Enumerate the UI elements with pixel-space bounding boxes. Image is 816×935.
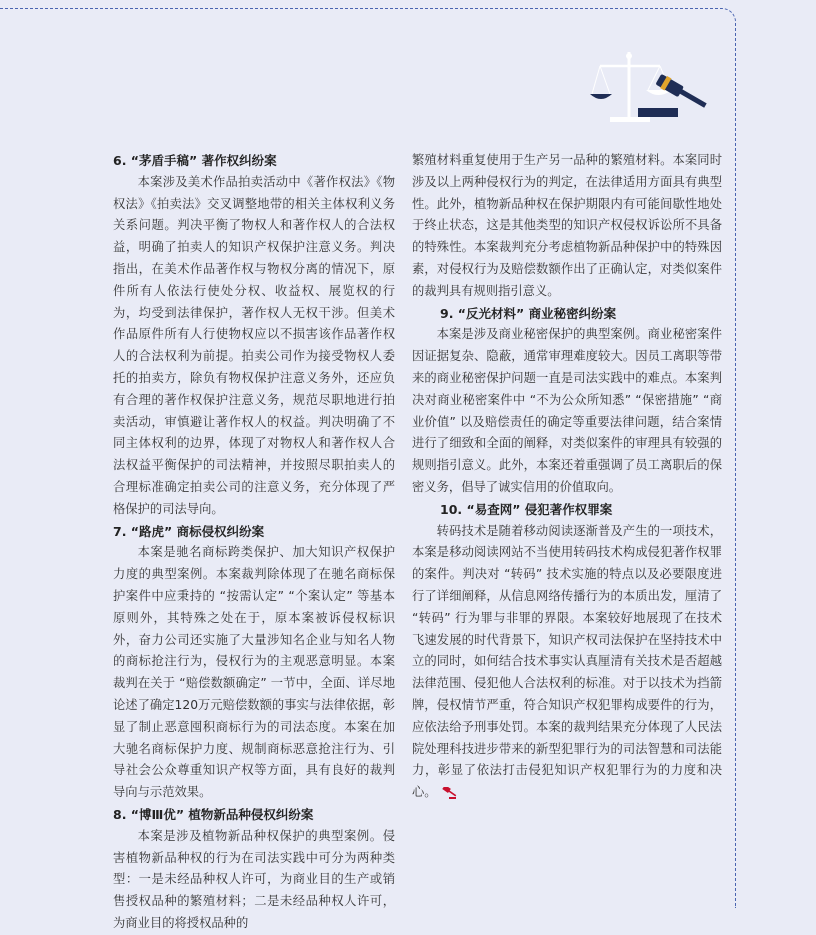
- case-10-heading: 10. “易查网” 侵犯著作权罪案: [440, 501, 613, 517]
- case-7-heading: 7. “路虎” 商标侵权纠纷案: [113, 523, 265, 539]
- case-8-text: 本案是涉及植物新品种权保护的典型案例。侵害植物新品种权的行为在司法实践中可分为两种类型：一是未经品种权人许可，为商业目的生产或销售授权品种的繁殖材料；二是未经品种权人许可，为商业目的将授权品种的: [113, 828, 395, 930]
- case-7-text: 本案是驰名商标跨类保护、加大知识产权保护力度的典型案例。本案裁判除体现了在驰名商标保护案件中应秉持的 “按需认定” “个案认定” 等基本原则外，其特殊之处在于，原本案被诉侵权标识外，奋力公司还实施了大量涉知名企业与知名人物的商标抢注行为，侵权行为的主观恶意明显。本案裁判在关于 “赔偿数额确定” 一节中，全面、详尽地论述了确定120万元赔偿数额的事实与法律依据，彰显了制止恶意囤积商标行为的司法态度。本案在加大驰名商标保护力度、规制商标恶意抢注行为、引导社会公众尊重知识产权等方面，具有良好的裁判导向与示范效果。: [113, 545, 395, 800]
- gavel-icon: [439, 787, 457, 799]
- case-10-text: [412, 521, 722, 804]
- scales-gavel-icon: [586, 50, 716, 128]
- case-8-heading: 8. “博Ⅲ优” 植物新品种侵权纠纷案: [113, 806, 314, 822]
- case-10-body: 转码技术是随着移动阅读逐渐普及产生的一项技术，本案是移动阅读网站不当使用转码技术构成侵犯著作权罪的案件。判决对 “转码” 技术实施的特点以及必要限度进行了详细阐释，从信息网络传播行为的本质出发，厘清了 “转码” 行为罪与非罪的界限。本案较好地展现了在技术飞速发展的时代背景下，知识产权司法保护在坚持技术中立的同时，如何结合技术事实认真厘清有关技术是否超越法律范围、侵犯他人合法权利的标准。对于以技术为挡箭牌，侵权情节严重，符合知识产权犯罪构成要件的行为，应依法给予刑事处罚。本案的裁判结果充分体现了人民法院处理科技进步带来的新型犯罪行为的司法智慧和司法能力，彰显了依法打击侵犯知识产权犯罪行为的力度和决心。: [412, 523, 722, 800]
- case-9-heading: 9. “反光材料” 商业秘密纠纷案: [440, 305, 617, 321]
- case-9-text: 本案是涉及商业秘密保护的典型案例。商业秘密案件因证据复杂、隐蔽，通常审理难度较大。因员工离职等带来的商业秘密保护问题一直是司法实践中的难点。本案判决对商业秘密案件中 “不为公众所知悉” “保密措施” “商业价值” 以及赔偿责任的确定等重要法律问题，结合案情进行了细致和全面的阐释，对类似案件的审理具有较强的规则指引意义。此外，本案还着重强调了员工离职后的保密义务，倡导了诚实信用的价值取向。: [412, 327, 722, 494]
- case-6-text: 本案涉及美术作品拍卖活动中《著作权法》《物权法》《拍卖法》交叉调整地带的相关主体权利义务关系问题。判决平衡了物权人和著作权人的合法权益，明确了拍卖人的知识产权保护注意义务。判决指出，在美术作品著作权与物权分离的情况下，原件所有人依法行使处分权、收益权、展览权的行为，均受到法律保护，著作权人无权干涉。但美术作品原件所有人行使物权应以不损害该作品著作权人的合法权利为前提。拍卖公司作为接受物权人委托的拍卖方，除负有物权保护注意义务外，还应负有合理的著作权保护注意义务，规范尽职地进行拍卖活动，审慎避让著作权人的权益。判决明确了不同主体权利的边界，体现了对物权人和著作权人合法权益平衡保护的司法精神，并按照尽职拍卖人的合理标准确定拍卖公司的注意义务，充分体现了严格保护的司法导向。: [113, 174, 395, 516]
- case-8-text-continued: 繁殖材料重复使用于生产另一品种的繁殖材料。本案同时涉及以上两种侵权行为的判定，在法律适用方面具有典型性。此外，植物新品种权在保护期限内有可能间歇性地处于终止状态，这是其他类型的知识产权侵权诉讼所不具备的特殊性。本案裁判充分考虑植物新品种保护中的特殊因素，对侵权行为及赔偿数额作出了正确认定，对类似案件的裁判具有规则指引意义。: [412, 153, 722, 298]
- left-column: [113, 150, 395, 935]
- case-6-heading: 6. “茅盾手稿” 著作权纠纷案: [113, 153, 277, 168]
- right-column: [412, 150, 722, 804]
